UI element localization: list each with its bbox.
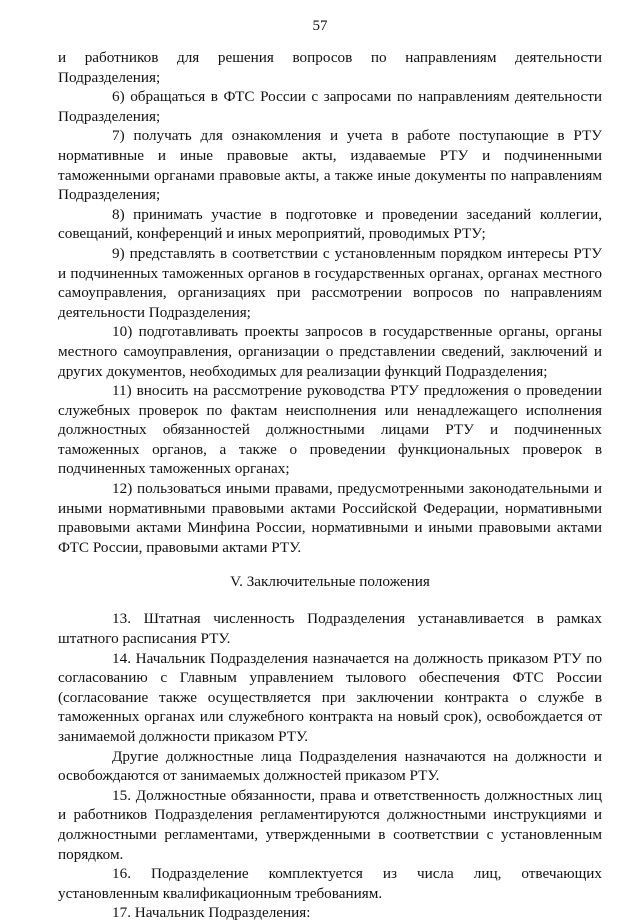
page-number: 57 [312,18,328,34]
paragraph-16: 16. Подразделение комплектуется из числа лиц, отвечающих установленным квалификационным требованиям. [58,865,602,902]
document-body [58,48,602,923]
paragraph-14: 14. Начальник Подразделения назначается на должность приказом РТУ по согласованию с Главным управлением тылового обеспечения ФТС России (согласование также осуществляется при заключении контракта о службе в таможенных органах или служебного контракта на новый срок), освобождается от занимаемой должности приказом РТУ. [58,649,602,745]
paragraph-item-9: 9) представлять в соответствии с установленным порядком интересы РТУ и подчиненных таможенных органов в государственных органах, органах местного самоуправления, организациях при рассмотрении вопросов по направлениям деятельности Подразделения; [58,244,602,321]
paragraph-continuation: и работников для решения вопросов по направлениям деятельности Подразделения; [58,49,602,86]
paragraph-item-6: 6) обращаться в ФТС России с запросами по направлениям деятельности Подразделения; [58,88,602,125]
paragraph-13: 13. Штатная численность Подразделения устанавливается в рамках штатного расписания РТУ. [58,610,602,648]
paragraph-item-11: 11) вносить на рассмотрение руководства РТУ предложения о проведении служебных проверок по фактам неисполнения или ненадлежащего исполнения должностных обязанностей должностными лицами РТУ и подчиненных таможенных органов, а также о проведении функциональных проверок в подчиненных таможенных органах; [58,382,602,478]
paragraph-item-7: 7) получать для ознакомления и учета в работе поступающие в РТУ нормативные и иные правовые акты, издаваемые РТУ и подчиненными таможенными органами правовые акты, а также иные документы по направлениям Подразделения; [58,127,602,204]
paragraph-item-10: 10) подготавливать проекты запросов в государственные органы, органы местного самоуправления, организации о представлении сведений, заключений и других документов, необходимых для реализации функций Подразделения; [58,323,602,380]
paragraph-item-12: 12) пользоваться иными правами, предусмотренными законодательными и иными нормативными правовыми актами Российской Федерации, нормативными правовыми актами Минфина России, нормативными и иными правовыми актами ФТС России, правовыми актами РТУ. [58,480,602,556]
paragraph-15: 15. Должностные обязанности, права и ответственность должностных лиц и работников Подразделения регламентируются должностными инструкциями и должностными регламентами, утвержденными в соответствии с установленным порядком. [58,786,602,863]
paragraph-17: 17. Начальник Подразделения: [112,904,311,922]
paragraph-14-cont: Другие должностные лица Подразделения назначаются на должности и освобождаются от занимаемых должностей приказом РТУ. [58,747,602,785]
section-heading: V. Заключительные положения [230,573,430,591]
paragraph-item-8: 8) принимать участие в подготовке и проведении заседаний коллегии, совещаний, конференций и иных мероприятий, проводимых РТУ; [58,205,602,243]
